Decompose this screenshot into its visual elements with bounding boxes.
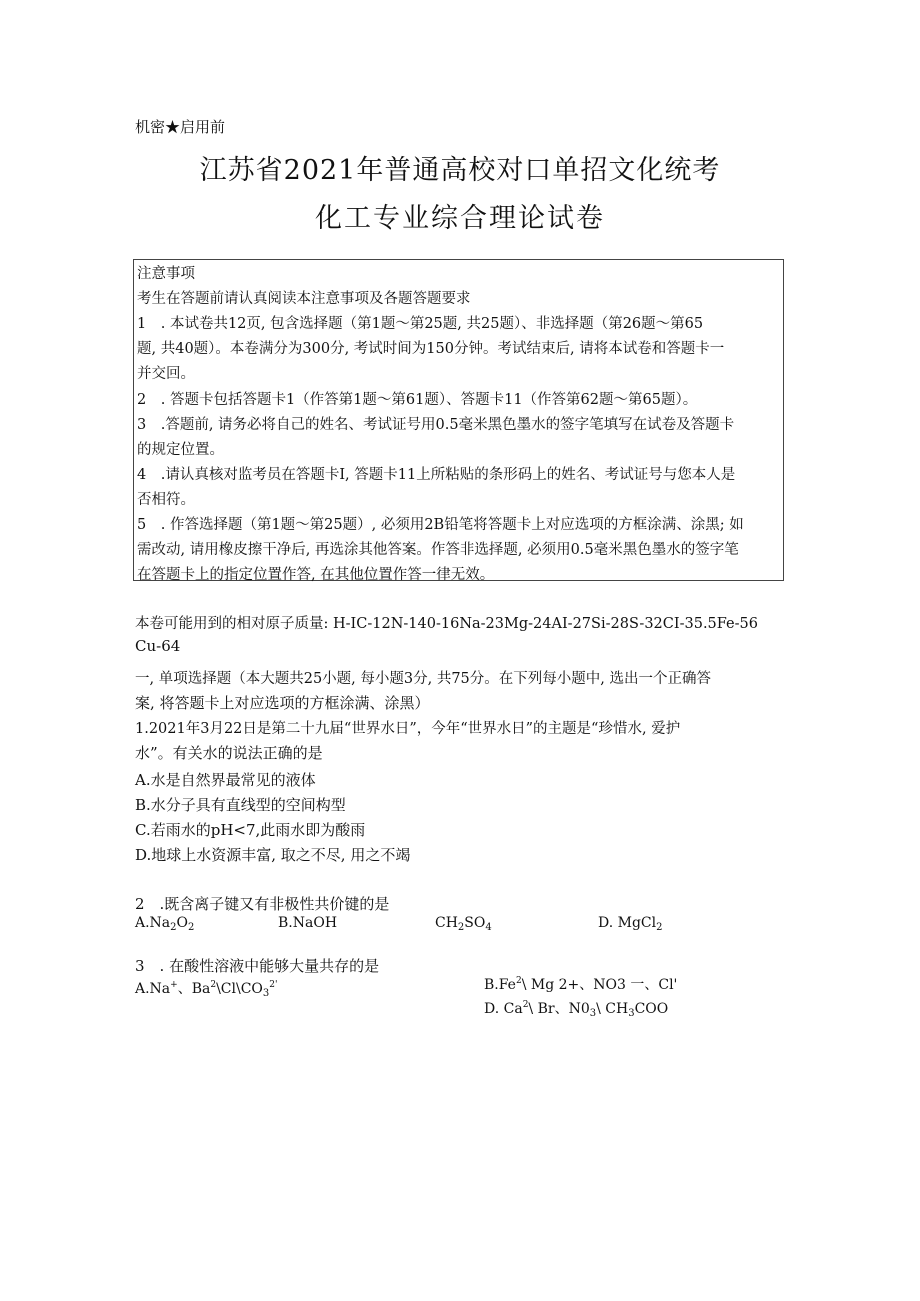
- question-1-option-c: C.若雨水的pH<7,此雨水即为酸雨: [135, 821, 366, 839]
- notice-heading: 注意事项: [137, 266, 195, 282]
- notice-line: 在答题卡上的指定位置作答, 在其他位置作答一律无效。: [137, 567, 495, 583]
- notice-line: 的规定位置。: [137, 442, 224, 458]
- question-2-option-b: B.NaOH: [278, 915, 338, 931]
- question-2-option-d: D. MgCl$_2$: [598, 915, 663, 933]
- notice-box: [133, 259, 784, 581]
- atomic-mass-line: 本卷可能用到的相对原子质量: H-IC-12N-140-16Na-23Mg-24AI-27Si-28S-32CI-35.5Fe-56: [135, 616, 758, 632]
- question-3-option-d: D. Ca$^2$\ Br、$N0_3\backslash$ $CH_3COO$: [484, 1000, 669, 1019]
- exam-subtitle: 化工专业综合理论试卷: [315, 203, 605, 234]
- question-2-option-c: $CH_2SO_4$: [435, 915, 492, 933]
- section-heading: 案, 将答题卡上对应选项的方框涂满、涂黑）: [135, 694, 430, 712]
- notice-line: 2 . 答题卡包括答题卡1（作答第1题～第61题）、答题卡11（作答第62题～第65题）。: [137, 392, 698, 408]
- notice-line: 题, 共40题）。本卷满分为300分, 考试时间为150分钟。考试结束后, 请将本试卷和答题卡一: [137, 341, 725, 357]
- question-3-option-a: A.Na+、$Ba^2\backslash Cl\backslash CO_3^{2'}$: [135, 980, 278, 999]
- notice-line: 3 .答题前, 请务必将自己的姓名、考试证号用0.5毫米黑色墨水的签字笔填写在试卷及答题卡: [137, 417, 735, 433]
- atomic-mass-line: Cu-64: [135, 637, 181, 655]
- notice-line: 需改动, 请用橡皮擦干净后, 再选涂其他答案。作答非选择题, 必须用0.5毫米黑色墨水的签字笔: [137, 542, 739, 558]
- section-heading: 一, 单项选择题（本大题共25小题, 每小题3分, 共75分。在下列每小题中, 选出一个正确答: [135, 671, 711, 687]
- question-3-option-b: B.Fe$^2$\ Mg 2+、NO3 一、Cl': [484, 976, 678, 993]
- question-1-option-d: D.地球上水资源丰富, 取之不尽, 用之不竭: [135, 846, 411, 864]
- exam-title: 江苏省2021年普通高校对口单招文化统考: [199, 155, 721, 186]
- notice-line: 考生在答题前请认真阅读本注意事项及各题答题要求: [137, 291, 471, 307]
- notice-line: 并交回。: [137, 366, 195, 382]
- notice-line: 5 . 作答选择题（第1题～第25题）, 必须用2B铅笔将答题卡上对应选项的方框涂满、涂黑; 如: [137, 517, 744, 533]
- notice-line: 否相符。: [137, 492, 195, 508]
- notice-line: 1 . 本试卷共12页, 包含选择题（第1题～第25题, 共25题）、非选择题（第26题～第65: [137, 316, 704, 332]
- question-3-stem: 3 . 在酸性溶液中能够大量共存的是: [135, 957, 380, 975]
- question-1-stem: 1.2021年3月22日是第二十九届“世界水日”，今年“世界水日”的主题是“珍惜水, 爱护: [135, 721, 681, 737]
- question-1-option-a: A.水是自然界最常见的液体: [135, 771, 316, 789]
- confidential-mark: 机密★启用前: [135, 118, 226, 136]
- question-1-option-b: B.水分子具有直线型的空间构型: [135, 796, 346, 814]
- question-2-option-a: $A.Na_2O_2$: [135, 915, 195, 933]
- question-2-stem: 2 .既含离子键又有非极性共价键的是: [135, 895, 390, 913]
- question-1-stem: 水”。有关水的说法正确的是: [135, 744, 323, 762]
- notice-line: 4 .请认真核对监考员在答题卡I, 答题卡11上所粘贴的条形码上的姓名、考试证号与您本人是: [137, 467, 736, 483]
